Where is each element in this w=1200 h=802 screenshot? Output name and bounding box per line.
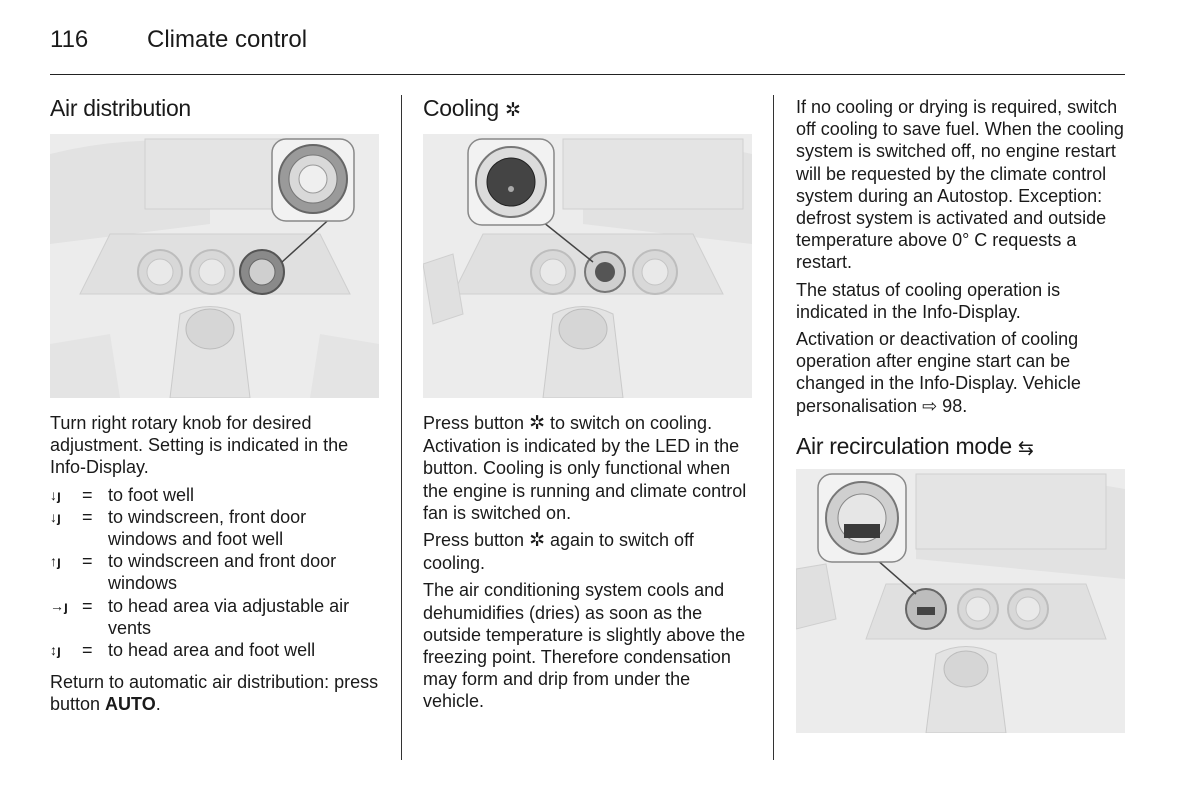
column-divider <box>401 95 402 760</box>
legend-text: to head area via adjustable air vents <box>108 595 350 638</box>
legend-item: ↓ȷ = to windscreen, front door windows and foot well <box>50 506 380 550</box>
column-recirculation <box>796 96 1126 747</box>
windscreen-icon: ↑ȷ <box>50 553 61 570</box>
recirculation-icon: ⇆ <box>1017 437 1034 459</box>
paragraph-auto: Return to automatic air distribution: press button AUTO. <box>50 672 379 715</box>
head-foot-icon: ↕ȷ <box>50 642 61 659</box>
illustration-cooling-button <box>423 134 752 398</box>
legend-text: to foot well <box>108 484 195 505</box>
windscreen-foot-icon: ↓ȷ <box>50 508 61 525</box>
page-header <box>50 24 1125 75</box>
legend-text: to windscreen and front door windows <box>108 551 337 594</box>
auto-button-label: AUTO <box>105 694 156 715</box>
head-area-icon: →ȷ <box>50 597 68 614</box>
heading-air-distribution: Air distribution <box>50 95 191 121</box>
foot-well-icon: ↓ȷ <box>50 486 61 503</box>
legend-item: ↑ȷ = to windscreen and front door windows <box>50 550 380 594</box>
paragraph-condensation: The air conditioning system cools and dehumidifies (dries) as soon as the outside temperature is slightly above the freezing point. Therefore condensation may form and drip from under the vehicle. <box>423 580 746 712</box>
snowflake-icon: ✲ <box>529 530 545 552</box>
paragraph-switch-off: Press button ✲ again to switch off cooling. <box>423 530 694 574</box>
page-reference-link[interactable]: ⇨ 98. <box>922 395 968 416</box>
legend-item: ↕ȷ = to head area and foot well <box>50 639 380 661</box>
legend-text: to head area and foot well <box>108 640 316 661</box>
page-number: 116 <box>50 26 89 53</box>
paragraph-switch-on: Press button ✲ to switch on cooling. Activation is indicated by the LED in the button. Cooling is only functional when the engine is running and climate control fan is switched on. <box>423 413 747 523</box>
paragraph-rotary-knob: Turn right rotary knob for desired adjustment. Setting is indicated in the Info-Display. <box>50 413 349 478</box>
distribution-legend <box>50 484 380 662</box>
paragraph-personalisation: Activation or deactivation of cooling operation after engine start can be changed in the Info-Display. Vehicle personalisation ⇨ 98. <box>796 329 1081 416</box>
heading-air-recirculation: Air recirculation mode ⇆ <box>796 431 1126 465</box>
snowflake-icon: ✲ <box>529 413 545 434</box>
column-cooling <box>423 93 753 718</box>
column-divider <box>773 95 774 760</box>
heading-cooling: Cooling ✲ <box>423 93 753 127</box>
snowflake-icon: ✲ <box>505 100 521 121</box>
paragraph-status: The status of cooling operation is indicated in the Info-Display. <box>796 279 1061 322</box>
paragraph-save-fuel: If no cooling or drying is required, switch off cooling to save fuel. When the cooling system is switched off, no engine restart will be requested by the climate control system during an Autostop. Exception: defrost system is activated and outside temperature above 0° C requests a restart. <box>796 97 1124 273</box>
legend-item: ↓ȷ = to foot well <box>50 484 380 506</box>
legend-item: →ȷ = to head area via adjustable air vents <box>50 595 380 639</box>
illustration-recirculation-button <box>796 469 1125 733</box>
legend-text: to windscreen, front door windows and foot well <box>108 506 307 550</box>
column-air-distribution <box>50 93 380 721</box>
section-title: Climate control <box>147 26 308 53</box>
illustration-air-distribution-knob <box>50 134 379 398</box>
